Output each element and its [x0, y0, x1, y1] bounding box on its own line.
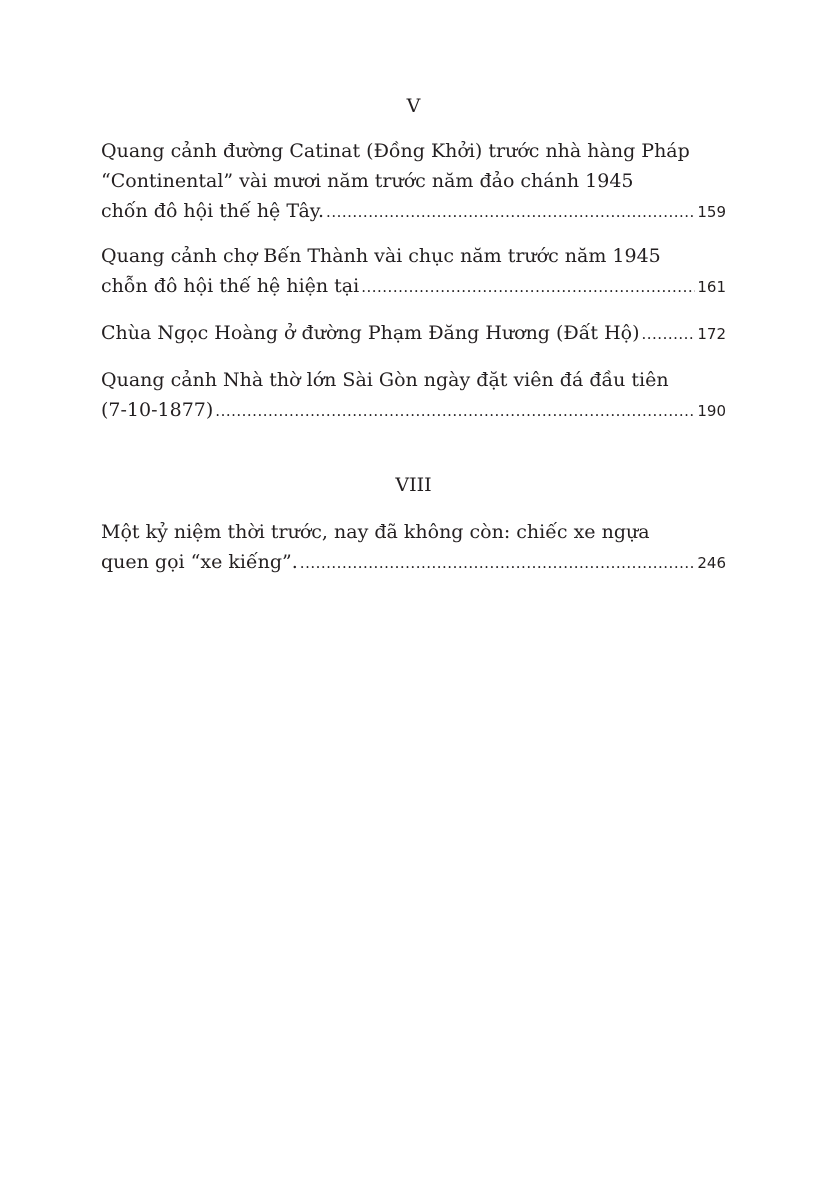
- toc-entry: [101, 365, 726, 426]
- dot-leader: [326, 197, 695, 227]
- entry-text-line: (7-10-1877): [101, 399, 214, 421]
- section-heading: VIII: [395, 474, 432, 496]
- entry-text-line: “Continental” vài mươi năm trước năm đảo chánh 1945: [101, 170, 634, 192]
- toc-section: [101, 91, 726, 121]
- entry-text-line: chốn đô hội thế hệ Tây.: [101, 200, 325, 222]
- entry-last-line: [101, 196, 726, 227]
- dot-leader: [361, 272, 695, 302]
- entry-last-line: [101, 547, 726, 578]
- entry-text-line: Chùa Ngọc Hoàng ở đường Phạm Đăng Hương (Đất Hộ): [101, 322, 640, 344]
- toc-section: [101, 470, 726, 500]
- dot-leader: [642, 319, 696, 349]
- entry-text-line: Quang cảnh đường Catinat (Đồng Khởi) trước nhà hàng Pháp: [101, 140, 690, 162]
- page-number: 172: [697, 325, 726, 343]
- entry-text-line: chỗn đô hội thế hệ hiện tại: [101, 275, 360, 297]
- section-heading: V: [406, 95, 421, 117]
- toc-entry: [101, 136, 726, 227]
- entry-last-line: [101, 271, 726, 302]
- toc-entry: [101, 517, 726, 578]
- entry-last-line: [101, 318, 726, 349]
- page-number: 190: [697, 402, 726, 420]
- entry-text-line: Quang cảnh chợ Bến Thành vài chục năm trước năm 1945: [101, 245, 661, 267]
- entry-text-line: quen gọi “xe kiếng”.: [101, 551, 298, 573]
- dot-leader: [300, 548, 696, 578]
- dot-leader: [215, 396, 695, 426]
- toc-entry: [101, 318, 726, 349]
- entry-text-line: Quang cảnh Nhà thờ lớn Sài Gòn ngày đặt viên đá đầu tiên: [101, 369, 669, 391]
- toc-entry: [101, 241, 726, 302]
- entry-text-line: Một kỷ niệm thời trước, nay đã không còn: chiếc xe ngựa: [101, 521, 650, 543]
- entry-last-line: [101, 395, 726, 426]
- page-number: 161: [697, 278, 726, 296]
- page-number: 159: [697, 203, 726, 221]
- page-number: 246: [697, 554, 726, 572]
